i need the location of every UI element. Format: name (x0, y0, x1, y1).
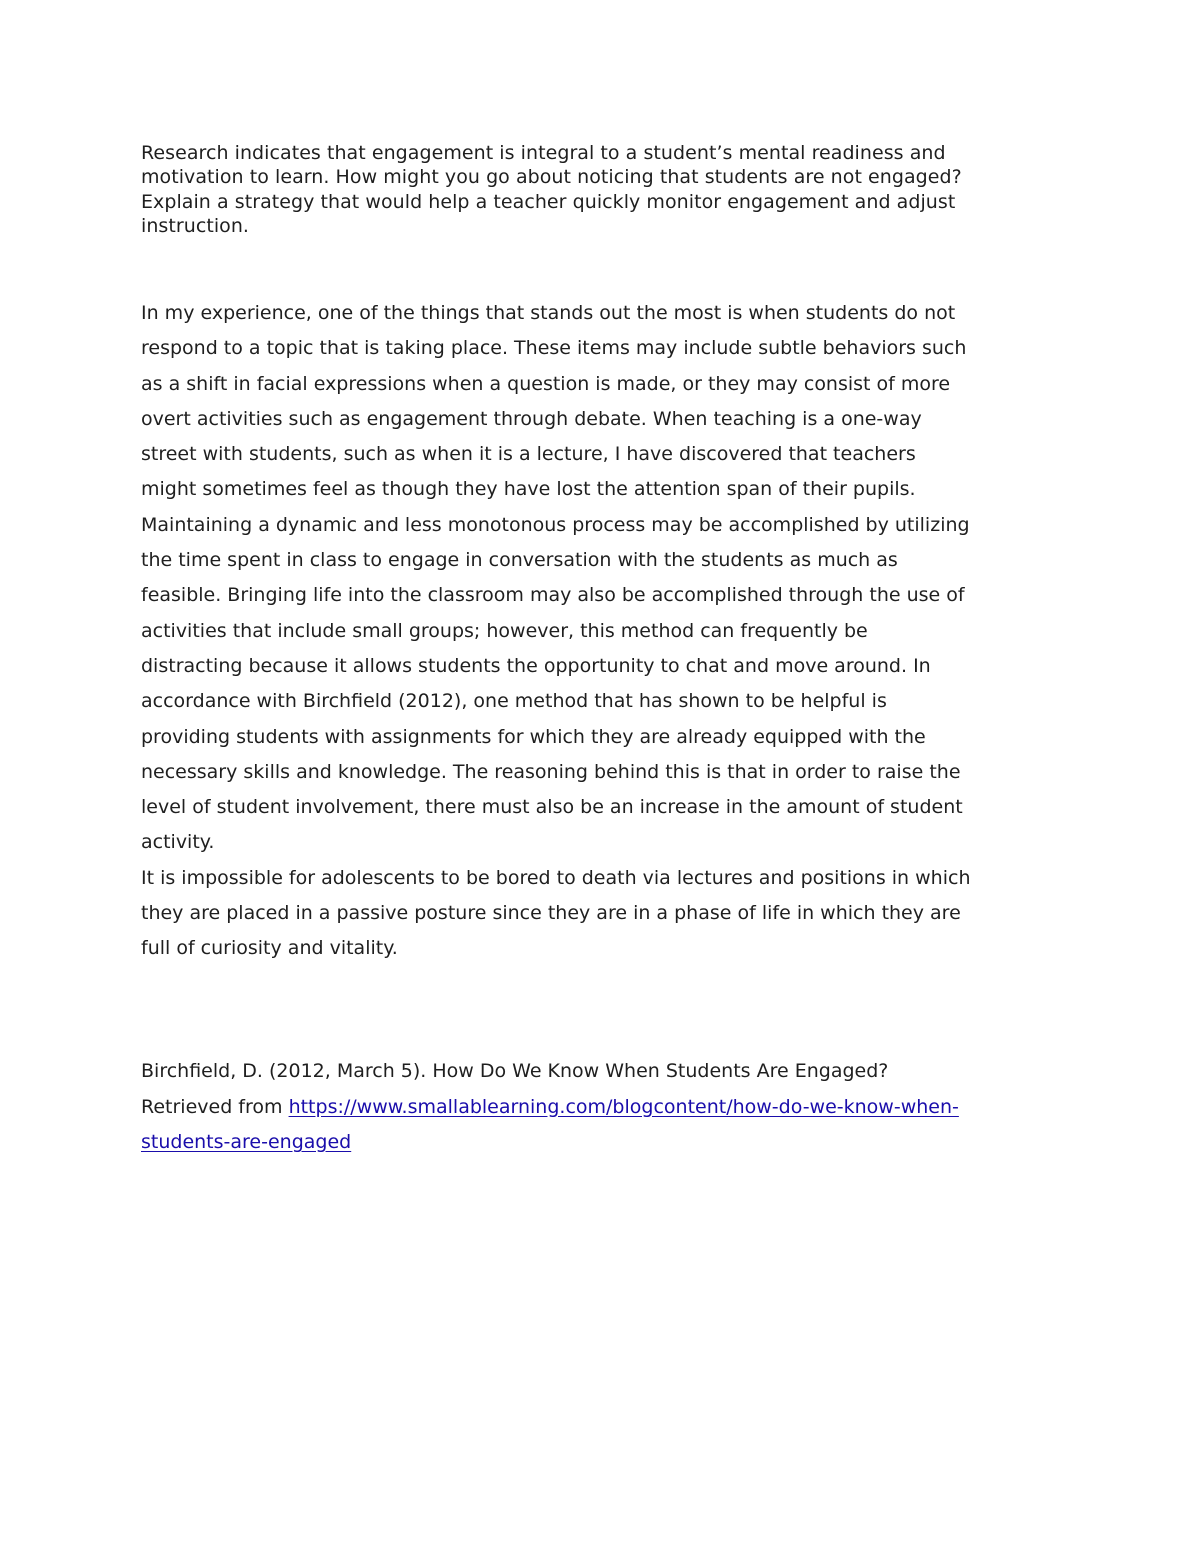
reference-retrieval-line (141, 1090, 1066, 1126)
assignment-prompt: Research indicates that engagement is integral to a student’s mental readiness and motivation to learn. How might you go about noticing that students are not engaged? Explain a strategy that would help a teacher quickly monitor engagement and adjust instruction. (141, 142, 962, 237)
response-paragraphs: In my experience, one of the things that stands out the most is when students do not respond to a topic that is taking place. These items may include subtle behaviors such as a shift in facial expressions when a question is made, or they may consist of more overt activities such as engagement through debate. When teaching is a one-way street with students, such as when it is a lecture, I have discovered that teachers might sometimes feel as though they have lost the attention span of their pupils. Maintaining a dynamic and less monotonous process may be accomplished by utilizing the time spent in class to engage in conversation with the students as much as feasible. Bringing life into the classroom may also be accomplished through the use of activities that include small groups; however, this method can frequently be distracting because it allows students the opportunity to chat and move around. In accordance with Birchfield (2012), one method that has shown to be helpful is providing students with assignments for which they are already equipped with the necessary skills and knowledge. The reasoning behind this is that in order to raise the level of student involvement, there must also be an increase in the amount of student activity. It is impossible for adolescents to be bored to death via lectures and positions in which they are placed in a passive posture since they are in a phase of life in which they are full of curiosity and vitality. (141, 302, 971, 960)
retrieved-from-label: Retrieved from (141, 1095, 289, 1118)
reference-link-continuation (141, 1125, 1066, 1161)
document-content (141, 141, 1066, 1153)
reference-link-part-2[interactable]: students-are-engaged (141, 1131, 352, 1153)
reference-link-part-1[interactable]: https://www.smallablearning.com/blogcontent/how-do-we-know-when- (288, 1095, 959, 1118)
reference-entry (141, 1054, 1066, 1161)
reference-citation: Birchfield, D. (2012, March 5). How Do We Know When Students Are Engaged? (141, 1060, 889, 1082)
